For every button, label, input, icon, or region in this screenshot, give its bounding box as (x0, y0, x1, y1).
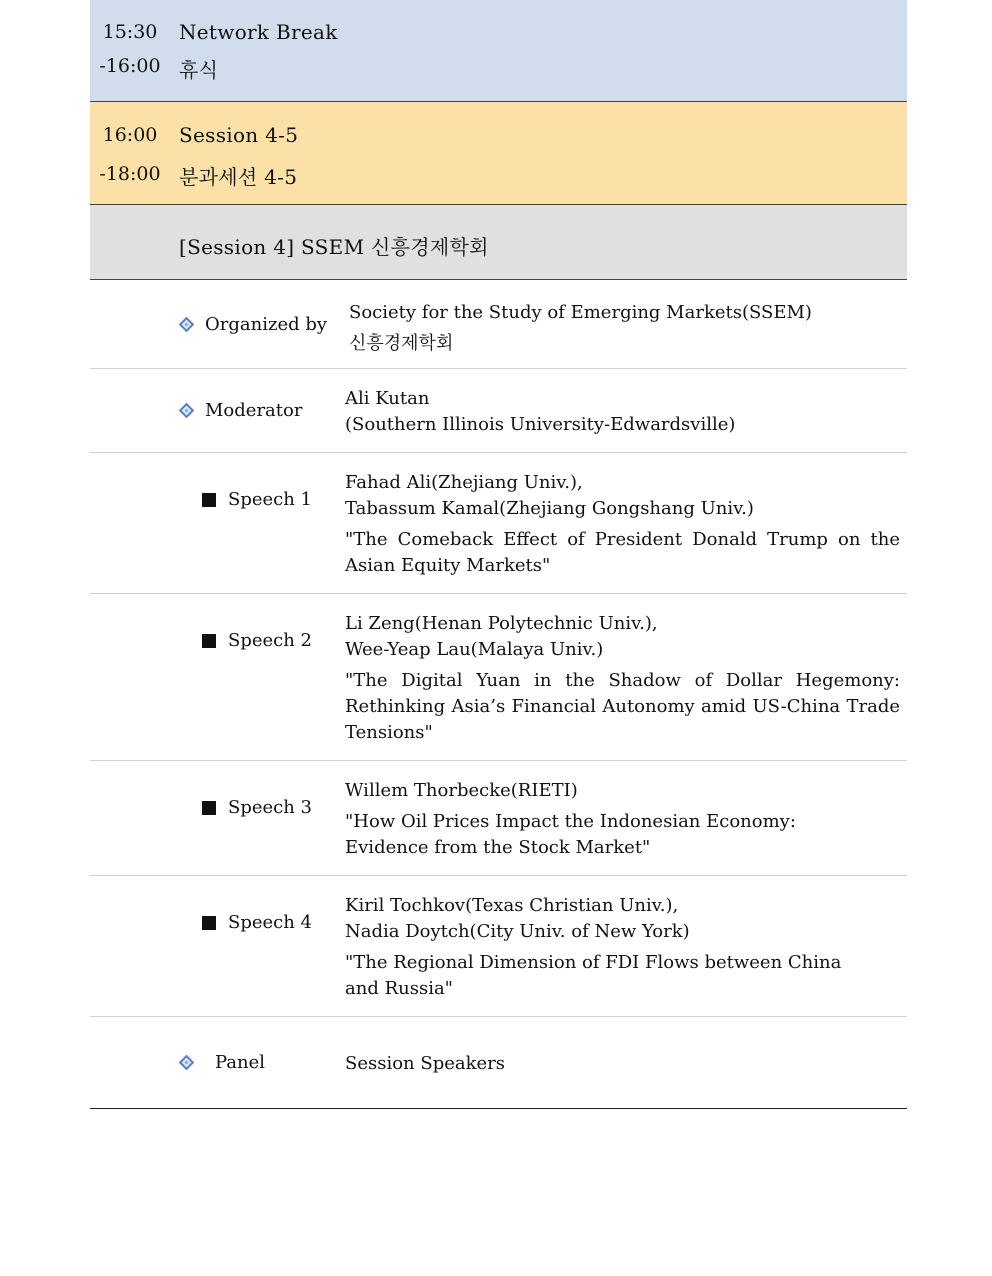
square-bullet-icon (202, 801, 216, 815)
speech-3-label: Speech 3 (228, 797, 313, 818)
speech-row-3 (90, 761, 907, 876)
square-bullet-icon (202, 634, 216, 648)
session-title-en: Session 4-5 (179, 123, 299, 147)
speech-4-label-wrap (202, 912, 312, 933)
speech-4-label: Speech 4 (228, 912, 313, 933)
speech-2-content (345, 611, 900, 746)
speech-2-author-2: Wee-Yeap Lau(Malaya Univ.) (345, 639, 604, 660)
speech-row-4 (90, 876, 907, 1017)
speech-4-author-1: Kiril Tochkov(Texas Christian Univ.), (345, 895, 679, 916)
speech-1-label: Speech 1 (228, 489, 313, 510)
break-time-start: 15:30 (102, 21, 158, 43)
organized-line1: Society for the Study of Emerging Markets(SSEM) (349, 302, 812, 323)
speech-2-author-1: Li Zeng(Henan Polytechnic Univ.), (345, 613, 658, 634)
speech-1-author-2: Tabassum Kamal(Zhejiang Gongshang Univ.) (345, 498, 754, 519)
moderator-value (345, 386, 900, 438)
organized-row (90, 280, 907, 369)
break-band (90, 0, 907, 102)
session-time-end: -18:00 (99, 163, 161, 185)
organized-label: Organized by (205, 314, 328, 335)
speech-2-title: "The Digital Yuan in the Shadow of Dollar Hegemony: Rethinking Asia’s Financial Autonomy amid US-China Trade Tensions" (345, 670, 900, 743)
moderator-affiliation: (Southern Illinois University-Edwardsville) (345, 414, 736, 435)
panel-label-wrap (181, 1052, 265, 1073)
panel-row (90, 1017, 907, 1109)
moderator-name: Ali Kutan (345, 388, 430, 409)
moderator-row (90, 369, 907, 453)
organized-label-wrap (181, 314, 327, 335)
session-title-ko: 분과세션 4-5 (179, 165, 298, 189)
diamond-bullet-icon (179, 1055, 195, 1071)
speech-3-title: "How Oil Prices Impact the Indonesian Economy: Evidence from the Stock Market" (345, 811, 796, 858)
speech-4-author-2: Nadia Doytch(City Univ. of New York) (345, 921, 690, 942)
speech-3-content (345, 778, 825, 861)
program-table (90, 0, 907, 1109)
speech-4-content (345, 893, 865, 1002)
speech-row-2 (90, 594, 907, 761)
break-title-en: Network Break (179, 20, 338, 44)
moderator-label-wrap (181, 400, 302, 421)
speech-1-author-1: Fahad Ali(Zhejiang Univ.), (345, 472, 583, 493)
speech-3-label-wrap (202, 797, 312, 818)
speech-1-title: "The Comeback Effect of President Donald Trump on the Asian Equity Markets" (345, 529, 900, 576)
break-time-end: -16:00 (99, 55, 161, 77)
panel-value: Session Speakers (345, 1053, 506, 1074)
speech-row-1 (90, 453, 907, 594)
square-bullet-icon (202, 916, 216, 930)
panel-label: Panel (215, 1052, 266, 1073)
square-bullet-icon (202, 493, 216, 507)
speech-2-label-wrap (202, 630, 312, 651)
moderator-label: Moderator (205, 400, 303, 421)
session-header-band (90, 205, 907, 280)
diamond-bullet-icon (179, 317, 195, 333)
diamond-bullet-icon (179, 403, 195, 419)
break-title-ko: 휴식 (179, 58, 219, 82)
speech-2-label: Speech 2 (228, 630, 313, 651)
session-band (90, 102, 907, 205)
speech-3-author-1: Willem Thorbecke(RIETI) (345, 780, 578, 801)
speech-4-title: "The Regional Dimension of FDI Flows between China and Russia" (345, 952, 842, 999)
speech-1-content (345, 470, 900, 579)
organized-line2: 신흥경제학회 (349, 333, 454, 354)
session-header-title: [Session 4] SSEM 신흥경제학회 (179, 235, 489, 259)
organized-value (349, 297, 904, 359)
session-time-start: 16:00 (102, 124, 158, 146)
speech-1-label-wrap (202, 489, 312, 510)
